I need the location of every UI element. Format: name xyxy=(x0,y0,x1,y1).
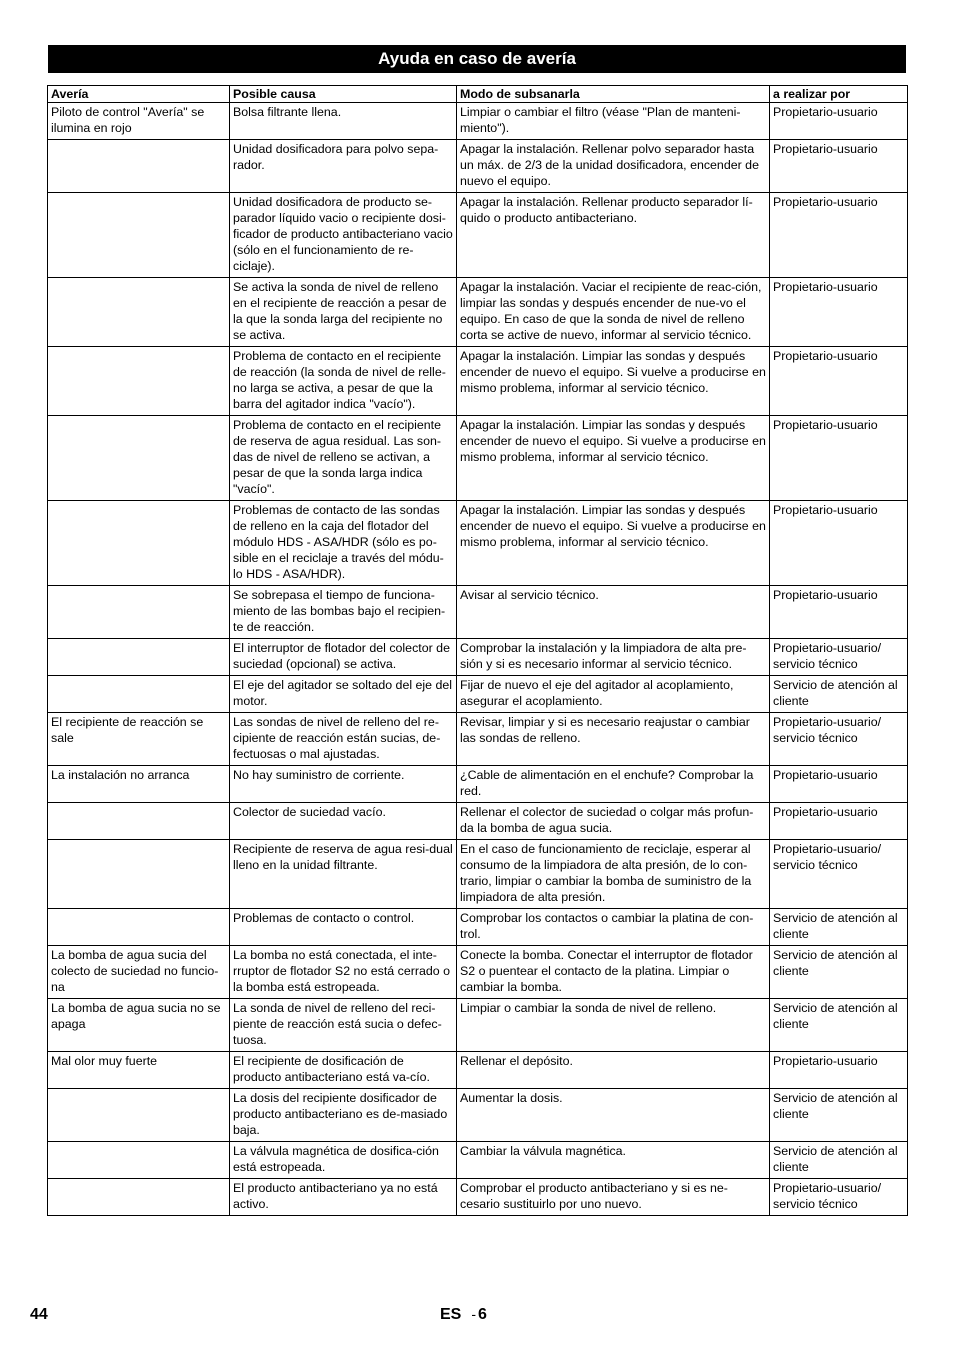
table-row xyxy=(48,278,908,347)
cause-cell: La dosis del recipiente dosificador de producto antibacteriano es de-masiado baja. xyxy=(230,1089,457,1142)
performed-by-cell: Propietario-usuario xyxy=(770,766,908,803)
cause-cell: No hay suministro de corriente. xyxy=(230,766,457,803)
remedy-cell: Conecte la bomba. Conectar el interruptor de flotador S2 o puentear el contacto de la platina. Limpiar o cambiar la bomba. xyxy=(457,946,770,999)
performed-by-cell: Servicio de atención al cliente xyxy=(770,999,908,1052)
column-header-cause: Posible causa xyxy=(230,86,457,103)
performed-by-cell: Servicio de atención al cliente xyxy=(770,946,908,999)
fault-cell xyxy=(48,1089,230,1142)
cause-cell: Colector de suciedad vacío. xyxy=(230,803,457,840)
fault-cell: Mal olor muy fuerte xyxy=(48,1052,230,1089)
fault-cell: La instalación no arranca xyxy=(48,766,230,803)
remedy-cell: Limpiar o cambiar el filtro (véase "Plan de manteni-miento"). xyxy=(457,103,770,140)
performed-by-cell: Servicio de atención al cliente xyxy=(770,1089,908,1142)
performed-by-cell: Propietario-usuario xyxy=(770,803,908,840)
remedy-cell: Comprobar los contactos o cambiar la platina de con-trol. xyxy=(457,909,770,946)
remedy-cell: Fijar de nuevo el eje del agitador al acoplamiento, asegurar el acoplamiento. xyxy=(457,676,770,713)
table-row xyxy=(48,416,908,501)
table-row xyxy=(48,1089,908,1142)
table-row xyxy=(48,501,908,586)
cause-cell: Recipiente de reserva de agua resi-dual lleno en la unidad filtrante. xyxy=(230,840,457,909)
performed-by-cell: Servicio de atención al cliente xyxy=(770,909,908,946)
remedy-cell: Comprobar la instalación y la limpiadora de alta pre-sión y si es necesario informar al servicio técnico. xyxy=(457,639,770,676)
table-row xyxy=(48,639,908,676)
table-row xyxy=(48,103,908,140)
performed-by-cell: Propietario-usuario/ servicio técnico xyxy=(770,840,908,909)
page-title: Ayuda en caso de avería xyxy=(48,45,906,73)
fault-cell: La bomba de agua sucia no se apaga xyxy=(48,999,230,1052)
table-row xyxy=(48,586,908,639)
troubleshooting-table xyxy=(47,85,908,1216)
performed-by-cell: Servicio de atención al cliente xyxy=(770,1142,908,1179)
table-row xyxy=(48,909,908,946)
performed-by-cell: Propietario-usuario xyxy=(770,586,908,639)
column-header-remedy: Modo de subsanarla xyxy=(457,86,770,103)
performed-by-cell: Propietario-usuario xyxy=(770,347,908,416)
footer-dash: - xyxy=(471,1306,477,1322)
cause-cell: Se sobrepasa el tiempo de funciona-miento de las bombas bajo el recipien-te de reacción. xyxy=(230,586,457,639)
performed-by-cell: Propietario-usuario xyxy=(770,103,908,140)
table-row xyxy=(48,946,908,999)
page-number: 44 xyxy=(30,1306,48,1323)
table-row xyxy=(48,713,908,766)
fault-cell: El recipiente de reacción se sale xyxy=(48,713,230,766)
fault-cell: Piloto de control "Avería" se ilumina en rojo xyxy=(48,103,230,140)
cause-cell: Problema de contacto en el recipiente de reserva de agua residual. Las son-das de nivel de relleno se activan, a pesar de que la sonda larga indica "vacío". xyxy=(230,416,457,501)
cause-cell: Problema de contacto en el recipiente de reacción (la sonda de nivel de relle-no larga se activa, a pesar de que la barra del agitador indica "vacío"). xyxy=(230,347,457,416)
cause-cell: Unidad dosificadora para polvo sepa-rador. xyxy=(230,140,457,193)
cause-cell: La bomba no está conectada, el inte-rruptor de flotador S2 no está cerrado o la bomba está estropeada. xyxy=(230,946,457,999)
table-row xyxy=(48,1052,908,1089)
performed-by-cell: Propietario-usuario xyxy=(770,1052,908,1089)
remedy-cell: Comprobar el producto antibacteriano y si es ne-cesario sustituirlo por uno nuevo. xyxy=(457,1179,770,1216)
cause-cell: El producto antibacteriano ya no está activo. xyxy=(230,1179,457,1216)
performed-by-cell: Propietario-usuario xyxy=(770,140,908,193)
fault-cell xyxy=(48,1179,230,1216)
performed-by-cell: Propietario-usuario xyxy=(770,278,908,347)
fault-cell xyxy=(48,278,230,347)
fault-cell xyxy=(48,840,230,909)
performed-by-cell: Propietario-usuario/ servicio técnico xyxy=(770,713,908,766)
table-header-row xyxy=(48,86,908,103)
cause-cell: El recipiente de dosificación de producto antibacteriano está va-cío. xyxy=(230,1052,457,1089)
remedy-cell: Limpiar o cambiar la sonda de nivel de relleno. xyxy=(457,999,770,1052)
fault-cell xyxy=(48,1142,230,1179)
remedy-cell: Apagar la instalación. Rellenar producto separador lí-quido o producto antibacteriano. xyxy=(457,193,770,278)
performed-by-cell: Propietario-usuario/ servicio técnico xyxy=(770,639,908,676)
table-row xyxy=(48,999,908,1052)
footer-section-page: 6 xyxy=(478,1306,487,1323)
table-row xyxy=(48,1142,908,1179)
fault-cell xyxy=(48,676,230,713)
remedy-cell: ¿Cable de alimentación en el enchufe? Comprobar la red. xyxy=(457,766,770,803)
performed-by-cell: Servicio de atención al cliente xyxy=(770,676,908,713)
cause-cell: Problemas de contacto de las sondas de relleno en la caja del flotador del módulo HDS - ASA/HDR (sólo es po-sible en el reciclaje a través del módu-lo HDS - ASA/HDR). xyxy=(230,501,457,586)
cause-cell: La sonda de nivel de relleno del reci-piente de reacción está sucia o defec-tuosa. xyxy=(230,999,457,1052)
cause-cell: El interruptor de flotador del colector de suciedad (opcional) se activa. xyxy=(230,639,457,676)
remedy-cell: Aumentar la dosis. xyxy=(457,1089,770,1142)
table-row xyxy=(48,347,908,416)
table-row xyxy=(48,676,908,713)
cause-cell: Las sondas de nivel de relleno del re-cipiente de reacción están sucias, de-fectuosas o mal ajustadas. xyxy=(230,713,457,766)
footer-language: ES xyxy=(440,1306,462,1323)
footer-language-page xyxy=(440,1306,487,1324)
remedy-cell: Avisar al servicio técnico. xyxy=(457,586,770,639)
performed-by-cell: Propietario-usuario xyxy=(770,501,908,586)
remedy-cell: En el caso de funcionamiento de reciclaje, esperar al consumo de la limpiadora de alta presión, de lo con-trario, limpiar o cambiar la bomba de suministro de la limpiadora de alta presión. xyxy=(457,840,770,909)
fault-cell xyxy=(48,803,230,840)
remedy-cell: Cambiar la válvula magnética. xyxy=(457,1142,770,1179)
performed-by-cell: Propietario-usuario/ servicio técnico xyxy=(770,1179,908,1216)
cause-cell: Bolsa filtrante llena. xyxy=(230,103,457,140)
table-body xyxy=(48,103,908,1216)
remedy-cell: Rellenar el depósito. xyxy=(457,1052,770,1089)
fault-cell xyxy=(48,501,230,586)
remedy-cell: Apagar la instalación. Vaciar el recipiente de reac-ción, limpiar las sondas y después encender de nue-vo el equipo. En caso de que la sonda de nivel de relleno corta se active de nuevo, informar al servicio técnico. xyxy=(457,278,770,347)
table-row xyxy=(48,803,908,840)
table-row xyxy=(48,840,908,909)
cause-cell: Problemas de contacto o control. xyxy=(230,909,457,946)
remedy-cell: Rellenar el colector de suciedad o colgar más profun-da la bomba de agua sucia. xyxy=(457,803,770,840)
remedy-cell: Revisar, limpiar y si es necesario reajustar o cambiar las sondas de relleno. xyxy=(457,713,770,766)
fault-cell xyxy=(48,193,230,278)
fault-cell xyxy=(48,416,230,501)
table-row xyxy=(48,140,908,193)
cause-cell: Se activa la sonda de nivel de relleno en el recipiente de reacción a pesar de la que la sonda larga del recipiente no se activa. xyxy=(230,278,457,347)
remedy-cell: Apagar la instalación. Limpiar las sondas y después encender de nuevo el equipo. Si vuelve a producirse en mismo problema, informar al servicio técnico. xyxy=(457,416,770,501)
column-header-performed-by: a realizar por xyxy=(770,86,908,103)
fault-cell xyxy=(48,347,230,416)
table-row xyxy=(48,766,908,803)
cause-cell: Unidad dosificadora de producto se-parador líquido vacio o recipiente dosi-ficador de producto antibacteriano vacio (sólo en el funcionamiento de re-ciclaje). xyxy=(230,193,457,278)
fault-cell xyxy=(48,909,230,946)
fault-cell xyxy=(48,140,230,193)
column-header-fault: Avería xyxy=(48,86,230,103)
remedy-cell: Apagar la instalación. Limpiar las sondas y después encender de nuevo el equipo. Si vuelve a producirse en mismo problema, informar al servicio técnico. xyxy=(457,347,770,416)
cause-cell: La válvula magnética de dosifica-ción está estropeada. xyxy=(230,1142,457,1179)
table-row xyxy=(48,1179,908,1216)
performed-by-cell: Propietario-usuario xyxy=(770,193,908,278)
fault-cell xyxy=(48,639,230,676)
remedy-cell: Apagar la instalación. Rellenar polvo separador hasta un máx. de 2/3 de la unidad dosificadora, encender de nuevo el equipo. xyxy=(457,140,770,193)
table-row xyxy=(48,193,908,278)
fault-cell xyxy=(48,586,230,639)
fault-cell: La bomba de agua sucia del colecto de suciedad no funcio-na xyxy=(48,946,230,999)
performed-by-cell: Propietario-usuario xyxy=(770,416,908,501)
remedy-cell: Apagar la instalación. Limpiar las sondas y después encender de nuevo el equipo. Si vuelve a producirse en mismo problema, informar al servicio técnico. xyxy=(457,501,770,586)
cause-cell: El eje del agitador se soltado del eje del motor. xyxy=(230,676,457,713)
